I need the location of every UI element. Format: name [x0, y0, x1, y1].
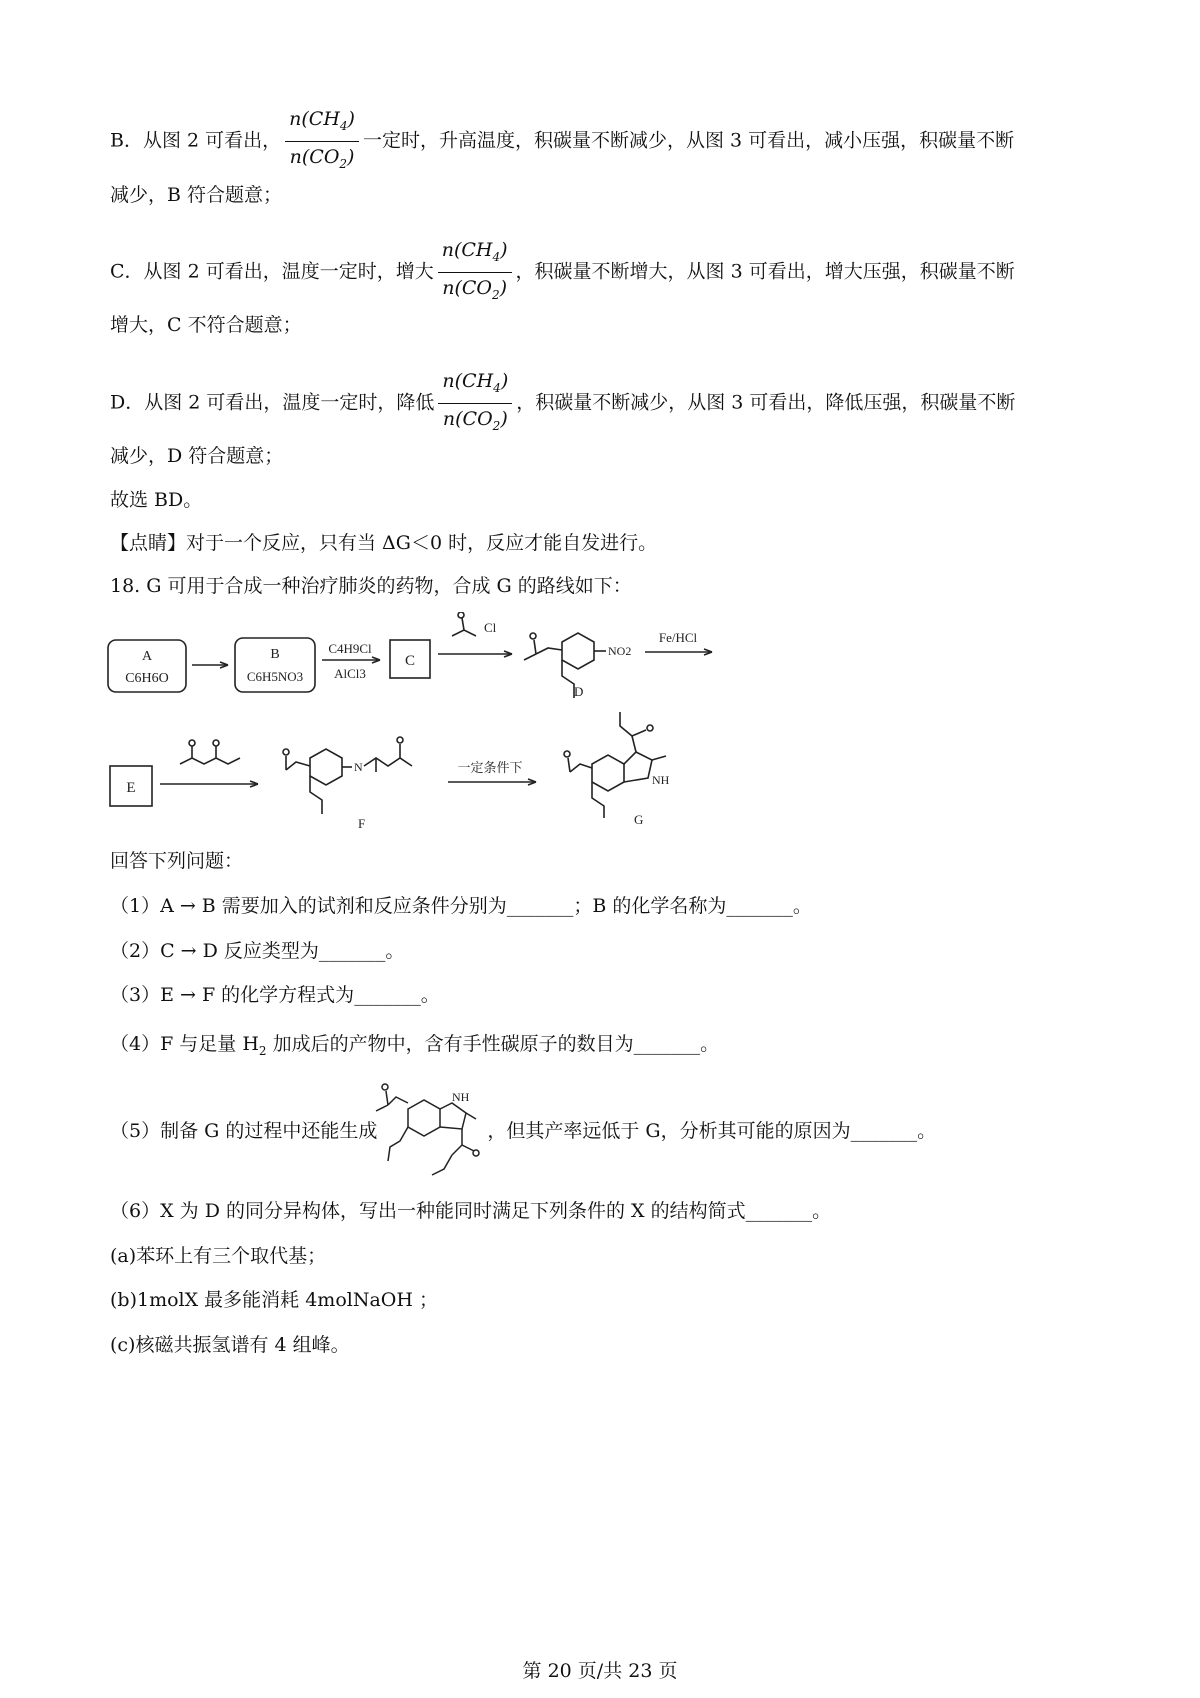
svg-text:NH: NH [452, 1090, 470, 1104]
page-footer: 第 20 页/共 23 页 [522, 1660, 678, 1682]
condition-c: (c)核磁共振氢谱有 4 组峰。 [110, 1334, 350, 1356]
option-d-prefix: D．从图 2 可看出，温度一定时，降低 [110, 391, 435, 414]
option-d-text: ，积碳量不断减少，从图 3 可看出，降低压强，积碳量不断 [516, 391, 1016, 414]
svg-text:B: B [270, 647, 280, 662]
reagent-bc-top: C4H9Cl [328, 641, 372, 656]
svg-text:N: N [354, 760, 363, 774]
answer-prompt: 回答下列问题： [110, 850, 244, 872]
svg-text:E: E [126, 780, 136, 796]
svg-text:F: F [358, 816, 366, 831]
option-d-line2: 减少，D 符合题意； [110, 445, 284, 467]
ratio-fraction: $\frac{n(CH_4)}{n(CO_2)}$ [285, 106, 359, 177]
condition-a: (a)苯环上有三个取代基； [110, 1245, 327, 1267]
answer-blank[interactable]: _______ [633, 1033, 701, 1055]
option-d-line1 [110, 368, 1015, 439]
svg-text:C: C [404, 653, 416, 669]
option-c-text: ，积碳量不断增大，从图 3 可看出，增大压强，积碳量不断 [515, 260, 1015, 283]
compound-a-box [108, 640, 186, 692]
svg-text:G: G [634, 812, 644, 827]
option-b-prefix: B．从图 2 可看出， [110, 129, 282, 152]
answer-blank[interactable]: _______ [850, 1120, 918, 1142]
sub-question-2: （2）C → D 反应类型为_______。 [110, 940, 405, 962]
compound-b-box [235, 638, 315, 692]
svg-text:NO2: NO2 [608, 644, 632, 658]
svg-text:Cl: Cl [484, 620, 497, 635]
reagent-bc-bottom: AlCl3 [334, 666, 366, 681]
option-c-line2: 增大，C 不符合题意； [110, 314, 302, 336]
ethyl-acetoacetate-reagent [180, 740, 240, 764]
compound-d-structure [524, 633, 631, 699]
reagent-de: Fe/HCl [658, 630, 698, 645]
answer-line: 故选 BD。 [110, 489, 203, 511]
svg-text:NH: NH [652, 773, 670, 787]
svg-text:D: D [574, 684, 584, 699]
tip-line: 【点睛】对于一个反应，只有当 ΔG＜0 时，反应才能自发进行。 [110, 532, 658, 554]
answer-blank[interactable]: _______ [745, 1200, 813, 1222]
sub-question-1: （1）A → B 需要加入的试剂和反应条件分别为_______；B 的化学名称为_______。 [110, 895, 812, 917]
compound-g-structure [564, 712, 670, 827]
option-b-text: 一定时，升高温度，积碳量不断减少，从图 3 可看出，减小压强，积碳量不断 [362, 129, 1015, 152]
side-product-structure [368, 1075, 488, 1185]
svg-text:A: A [141, 649, 153, 664]
compound-f-structure [283, 737, 412, 831]
reagent-fg: 一定条件下 [457, 760, 523, 775]
compound-e-box [110, 766, 152, 806]
answer-blank[interactable]: _______ [318, 940, 386, 962]
question-18-intro: 18. G 可用于合成一种治疗肺炎的药物，合成 G 的路线如下： [110, 575, 632, 597]
sub-question-3: （3）E → F 的化学方程式为_______。 [110, 984, 440, 1006]
ratio-fraction: $\frac{n(CH_4)}{n(CO_2)}$ [438, 368, 512, 439]
sub-question-4: （4）F 与足量 $H_2$ 加成后的产物中，含有手性碳原子的数目为_______。 [110, 1033, 720, 1058]
sub-question-6: （6）X 为 D 的同分异构体，写出一种能同时满足下列条件的 X 的结构简式_______。 [110, 1200, 832, 1222]
option-c-prefix: C．从图 2 可看出，温度一定时，增大 [110, 260, 434, 283]
condition-b: (b)1molX 最多能消耗 4molNaOH ； [110, 1289, 438, 1311]
ratio-fraction: $\frac{n(CH_4)}{n(CO_2)}$ [438, 237, 512, 308]
answer-blank[interactable]: _______ [506, 895, 574, 917]
acetyl-chloride-reagent [452, 612, 497, 636]
svg-text:C6H6O: C6H6O [125, 671, 169, 686]
option-c-line1 [110, 237, 1015, 308]
answer-blank[interactable]: _______ [354, 984, 421, 1006]
option-b-line1 [110, 106, 1014, 177]
answer-blank[interactable]: _______ [726, 895, 793, 917]
compound-c-box [390, 640, 430, 678]
synthesis-scheme-row2 [100, 700, 740, 840]
svg-text:C6H5NO3: C6H5NO3 [246, 669, 304, 684]
option-b-line2: 减少，B 符合题意； [110, 184, 283, 206]
sub-question-5: （5）制备 G 的过程中还能生成 ，但其产率远低于 G，分析其可能的原因为_______。 [110, 1120, 937, 1142]
